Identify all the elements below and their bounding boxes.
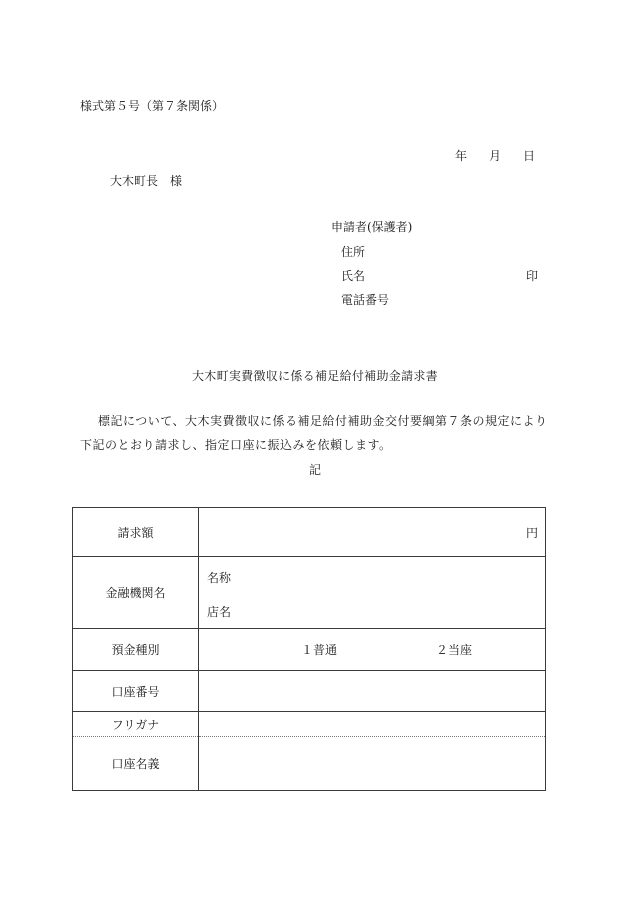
account-holder-field[interactable] bbox=[199, 737, 546, 791]
document-title: 大木町実費徴収に係る補足給付補助金請求書 bbox=[191, 369, 438, 383]
deposit-option-ordinary[interactable]: １普通 bbox=[301, 643, 338, 657]
table-row-amount bbox=[73, 508, 546, 557]
ki-heading: 記 bbox=[308, 463, 321, 477]
table-row-bank bbox=[73, 557, 546, 629]
body-text-line-2: 下記のとおり請求し、指定口座に振込みを依頼します。 bbox=[80, 438, 392, 452]
phone-label: 電話番号 bbox=[341, 293, 390, 307]
table-row-deposit-type bbox=[73, 629, 546, 671]
date-day-label: 日 bbox=[523, 149, 536, 163]
furigana-label: フリガナ bbox=[73, 712, 199, 737]
date-month-label: 月 bbox=[489, 149, 502, 163]
bank-field[interactable] bbox=[199, 557, 546, 629]
date-year-label: 年 bbox=[455, 149, 468, 163]
account-number-label: 口座番号 bbox=[73, 671, 199, 712]
deposit-type-label: 預金種別 bbox=[73, 629, 199, 671]
date-line bbox=[455, 148, 535, 164]
account-number-field[interactable] bbox=[199, 671, 546, 712]
table-row-account-holder bbox=[73, 737, 546, 791]
furigana-field[interactable] bbox=[199, 712, 546, 737]
table-row-furigana bbox=[73, 712, 546, 737]
bank-name-label: 名称 bbox=[207, 571, 232, 585]
account-holder-label: 口座名義 bbox=[73, 737, 199, 791]
addressee: 大木町長 様 bbox=[110, 174, 183, 188]
deposit-option-current[interactable]: ２当座 bbox=[436, 643, 473, 657]
deposit-type-field bbox=[199, 629, 546, 671]
amount-field[interactable] bbox=[199, 508, 546, 557]
name-label: 氏名 bbox=[341, 269, 366, 283]
applicant-heading: 申請者(保護者) bbox=[331, 220, 413, 234]
amount-unit: 円 bbox=[525, 525, 538, 540]
branch-label: 店名 bbox=[207, 605, 232, 619]
seal-mark: 印 bbox=[526, 269, 539, 283]
table-row-account-number bbox=[73, 671, 546, 712]
body-text-line-1: 標記について、大木実費徴収に係る補足給付補助金交付要綱第７条の規定により bbox=[98, 414, 548, 428]
request-table bbox=[72, 507, 546, 791]
address-label: 住所 bbox=[341, 245, 366, 259]
bank-label: 金融機関名 bbox=[73, 557, 199, 629]
amount-label: 請求額 bbox=[73, 508, 199, 557]
form-number: 様式第５号（第７条関係） bbox=[80, 99, 225, 113]
